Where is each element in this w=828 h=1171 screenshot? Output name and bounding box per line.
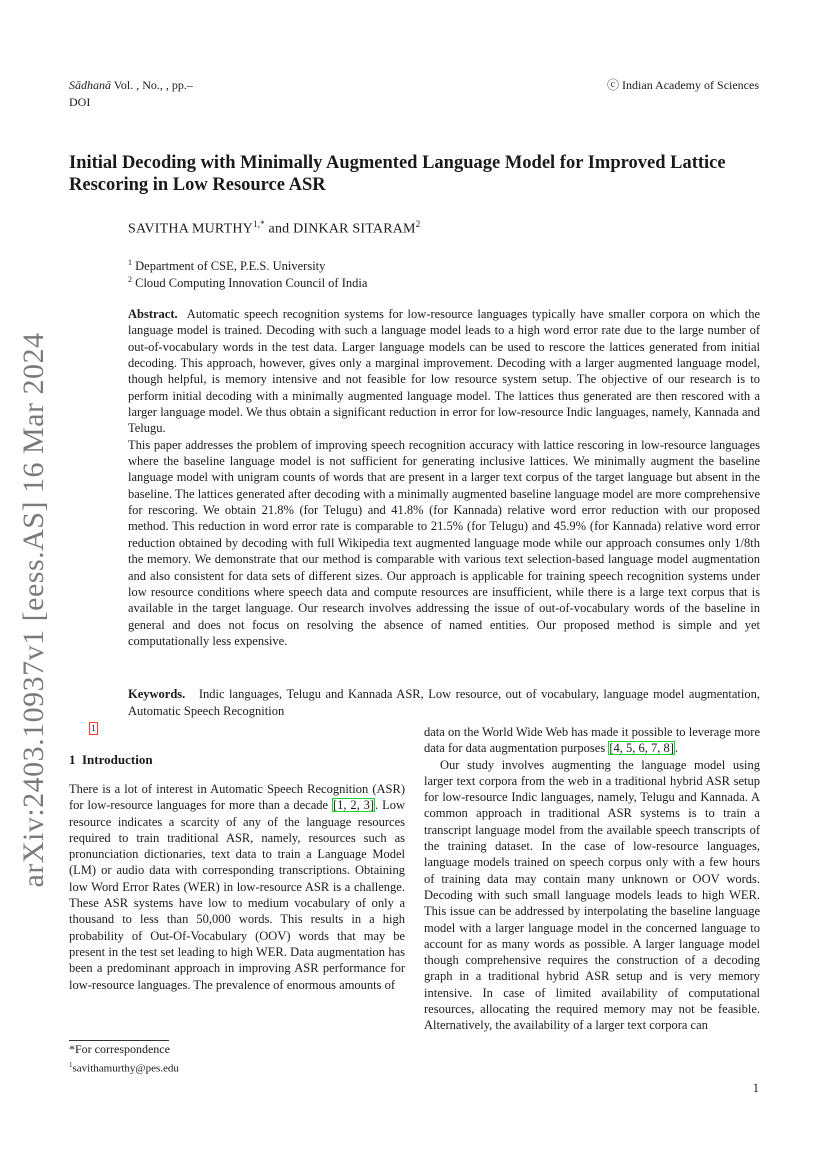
footnote-divider bbox=[69, 1040, 169, 1041]
body-paragraph bbox=[424, 724, 760, 757]
left-column bbox=[69, 781, 405, 993]
right-column bbox=[424, 724, 760, 1034]
section-number: 1 bbox=[69, 752, 76, 767]
body-text: There is a lot of interest in Automatic Speech Recognition (ASR) for low-resource languages for more than a decade bbox=[69, 782, 405, 813]
doi-label: DOI bbox=[69, 95, 91, 109]
correspondence-footnote: *For correspondence bbox=[69, 1042, 170, 1056]
footnote-link-marker[interactable]: 1 bbox=[89, 722, 98, 735]
affiliation bbox=[128, 272, 367, 291]
affiliation-number: 1 bbox=[128, 258, 132, 267]
body-paragraph bbox=[69, 781, 405, 993]
author-name: SAVITHA MURTHY bbox=[128, 221, 253, 237]
page-number: 1 bbox=[752, 1081, 759, 1095]
abstract-paragraph bbox=[128, 306, 760, 437]
citation-link[interactable]: [1, 2, 3] bbox=[332, 798, 375, 813]
author-superscript: 1,* bbox=[253, 219, 265, 229]
email-address: savithamurthy@pes.edu bbox=[72, 1062, 179, 1075]
author-list bbox=[128, 219, 420, 238]
author-conjunction: and bbox=[264, 221, 294, 237]
abstract-label: Abstract. bbox=[128, 307, 178, 321]
body-paragraph: Our study involves augmenting the language model using larger text corpora from the web in a traditional hybrid ASR setup for low-resource Indic languages, namely, Telugu and Kannada. A common approach in traditional ASR systems is to train a transcript language model from the available speech transcripts of the training dataset. In the case of low-resource languages, language models trained on speech corpus only with a few hours of training data may contain many unknown or OOV words. Decoding with such small language models leads to high WER. This issue can be addressed by interpolating the baseline language model with a larger language model in the concerned language to account for as many words as possible. A larger language model though comprehensive requires the construction of a decoding graph in a traditional hybrid ASR setup and is very memory intensive. In case of limited availability of computational resources, allocating the required memory may not be feasible. Alternatively, the availability of a larger text corpora can bbox=[424, 757, 760, 1033]
email-footnote bbox=[69, 1058, 179, 1076]
body-text: . Low resource indicates a scarcity of any of the language resources required to train traditional ASR, namely, resources such as pronunciation dictionaries, text data to train a Language Model (LM) or audio data with corresponding transcriptions. Obtaining low Word Error Rates (WER) in low-resource ASR is a challenge. These ASR systems have low to medium vocabulary of only a thousand to less than 50,000 words. This results in a high probability of Out-Of-Vocabulary (OOV) words that may be present in the test set leading to high WER. Data augmentation has been a predominant approach in improving ASR performance for low-resource languages. The prevalence of enormous amounts of bbox=[69, 798, 405, 992]
paper-title: Initial Decoding with Minimally Augmented Language Model for Improved Lattice Rescoring in Low Resource ASR bbox=[69, 153, 726, 195]
author-name: DINKAR SITARAM bbox=[293, 221, 416, 237]
affiliation-text: Department of CSE, P.E.S. University bbox=[135, 259, 326, 274]
journal-header bbox=[69, 77, 193, 93]
footnote-number: 1 bbox=[69, 1061, 73, 1069]
body-text: . bbox=[674, 741, 679, 756]
affiliation-number: 2 bbox=[128, 275, 132, 284]
section-heading bbox=[69, 752, 153, 768]
author-superscript: 2 bbox=[415, 219, 421, 229]
affiliation-text: Cloud Computing Innovation Council of India bbox=[135, 276, 368, 291]
abstract bbox=[128, 306, 760, 649]
body-text: data on the World Wide Web has made it possible to leverage more data for data augmentation purposes bbox=[424, 725, 760, 756]
citation-link[interactable]: [4, 5, 6, 7, 8] bbox=[609, 741, 674, 756]
keywords-label: Keywords. bbox=[128, 687, 186, 701]
copyright-notice: ⓒ Indian Academy of Sciences bbox=[607, 78, 759, 92]
section-title: Introduction bbox=[82, 752, 153, 767]
keywords-text: Indic languages, Telugu and Kannada ASR, Low resource, out of vocabulary, language model augmentation, Automatic Speech Recognition bbox=[128, 687, 760, 718]
keywords bbox=[128, 686, 760, 719]
journal-name: Sādhanā bbox=[69, 78, 111, 92]
arxiv-sidebar bbox=[14, 332, 54, 888]
volume-line: Vol. , No., , pp.– bbox=[113, 78, 193, 92]
abstract-text: Automatic speech recognition systems for low-resource languages typically have smaller corpora on which the language model is trained. Decoding with such a language model leads to a high word error rate due to the large number of out-of-vocabulary words in the test data. Larger language models can be used to rescore the lattices generated from initial decoding. This approach, however, gives only a marginal improvement. Decoding with a larger augmented language model, though helpful, is memory intensive and not feasible for low resource system setup. The objective of our research is to perform initial decoding with a minimally augmented language model. The lattices thus generated are then rescored with a larger language model. We thus obtain a significant reduction in error for low-resource Indic languages, namely, Kannada and Telugu. bbox=[128, 307, 760, 436]
abstract-paragraph: This paper addresses the problem of improving speech recognition accuracy with lattice rescoring in low-resource languages where the baseline language model is not sufficient for generating inclusive lattices. We minimally augment the baseline language model with unigram counts of words that are present in a larger text corpus of the target language but absent in the baseline. The lattices generated after decoding with a minimally augmented baseline language model are more comprehensive for rescoring. We obtain 21.8% (for Telugu) and 41.8% (for Kannada) relative word error reduction with our proposed method. This reduction in word error rate is comparable to 21.5% (for Telugu) and 45.9% (for Kannada) relative word error reduction obtained by decoding with full Wikipedia text augmented language mode while our approach consumes only 1/8th the memory. We demonstrate that our method is comparable with various text selection-based language model augmentation and also consistent for data sets of different sizes. Our approach is applicable for training speech recognition systems under low resource conditions where speech data and compute resources are insufficient, while there is a large text corpus that is available in the target language. Our research involves addressing the issue of out-of-vocabulary words of the baseline in general and does not focus on resolving the absence of named entities. Our proposed method is simple and yet computationally less expensive. bbox=[128, 437, 760, 648]
arxiv-id[interactable]: arXiv:2403.10937v1 [eess.AS] 16 Mar 2024 bbox=[17, 332, 50, 888]
